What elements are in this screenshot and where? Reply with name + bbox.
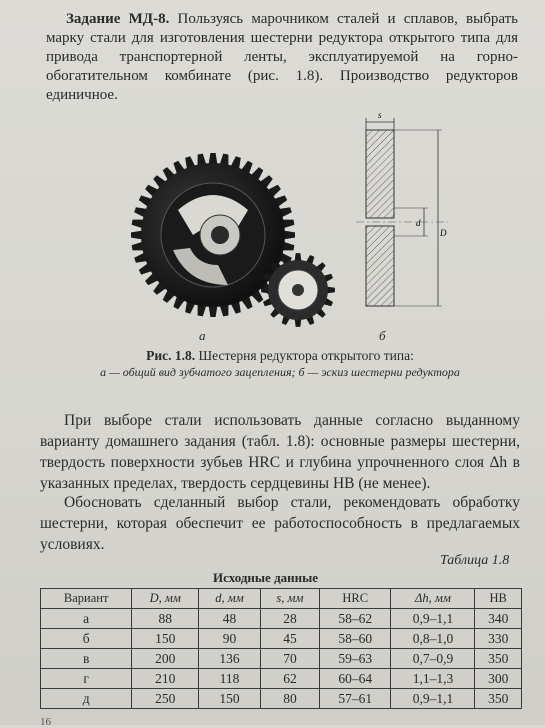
cell-delta-h: 0,8–1,0 [391, 629, 475, 649]
table-row [41, 629, 522, 649]
cell-hb: 350 [475, 689, 522, 709]
task-label: Задание МД-8. [66, 11, 170, 27]
cell-s: 62 [260, 669, 319, 689]
table-header-row [41, 589, 522, 609]
cell-hrc: 57–61 [320, 689, 391, 709]
cell-d: 136 [199, 649, 261, 669]
dim-D-label: D [440, 228, 447, 238]
cell-hrc: 59–63 [320, 649, 391, 669]
cell-delta-h: 0,9–1,1 [391, 609, 475, 629]
cell-hrc: 58–60 [320, 629, 391, 649]
header-hrc: HRC [320, 589, 391, 609]
cell-d: 90 [199, 629, 261, 649]
cell-s: 70 [260, 649, 319, 669]
dim-d-label: d [416, 218, 421, 228]
table-row [41, 689, 522, 709]
cell-delta-h: 0,7–0,9 [391, 649, 475, 669]
header-s: s, мм [260, 589, 319, 609]
cell-d: 48 [199, 609, 261, 629]
paragraph-instructions [40, 410, 520, 494]
cell-d: 150 [199, 689, 261, 709]
cell-variant: в [41, 649, 132, 669]
cell-hb: 340 [475, 609, 522, 629]
table-row [41, 649, 522, 669]
cell-D: 210 [132, 669, 199, 689]
paragraph-2-text: Обосновать сделанный выбор стали, рекомендовать обработку шестерни, которая обеспечит ее работоспособность в предлагаемых условиях. [40, 494, 520, 553]
page-number: 16 [40, 716, 51, 728]
cell-variant: а [41, 609, 132, 629]
caption-text: Шестерня редуктора открытого типа: [198, 348, 414, 363]
gear-sketch [352, 108, 452, 318]
cell-hb: 300 [475, 669, 522, 689]
gear-mesh-illustration [118, 150, 338, 340]
header-D: D, мм [132, 589, 199, 609]
header-d: d, мм [199, 589, 261, 609]
cell-D: 150 [132, 629, 199, 649]
cell-D: 200 [132, 649, 199, 669]
task-statement [46, 10, 518, 105]
cell-hb: 330 [475, 629, 522, 649]
cell-delta-h: 0,9–1,1 [391, 689, 475, 709]
header-delta-h: Δh, мм [391, 589, 475, 609]
cell-variant: г [41, 669, 132, 689]
cell-d: 118 [199, 669, 261, 689]
cell-D: 250 [132, 689, 199, 709]
caption-number: Рис. 1.8. [146, 348, 196, 363]
cell-hrc: 60–64 [320, 669, 391, 689]
table-row [41, 669, 522, 689]
cell-hb: 350 [475, 649, 522, 669]
dim-s-label: s [378, 110, 382, 120]
caption-description: а — общий вид зубчатого зацепления; б — эскиз шестерни редуктора [100, 365, 460, 379]
figure-label-b: б [379, 328, 386, 343]
header-variant: Вариант [41, 589, 132, 609]
cell-delta-h: 1,1–1,3 [391, 669, 475, 689]
table-row [41, 609, 522, 629]
cell-variant: д [41, 689, 132, 709]
cell-s: 45 [260, 629, 319, 649]
figure-label-a: а [199, 328, 206, 343]
table-title: Исходные данные [213, 570, 319, 585]
cell-s: 28 [260, 609, 319, 629]
cell-D: 88 [132, 609, 199, 629]
cell-variant: б [41, 629, 132, 649]
source-data-table [40, 588, 522, 709]
cell-s: 80 [260, 689, 319, 709]
figure-caption [70, 348, 490, 380]
table-number: Таблица 1.8 [440, 553, 510, 568]
paragraph-1-text: При выборе стали использовать данные согласно выданному варианту домашнего задания (табл. 1.8): основные размеры шестерни, твердость поверхности зубьев HRC и глубина упрочненного слоя Δh в указанных пределах, твердость сердцевины HB (не менее). [40, 412, 520, 492]
header-hb: HB [475, 589, 522, 609]
cell-hrc: 58–62 [320, 609, 391, 629]
paragraph-justification [40, 492, 520, 555]
task-text: Пользуясь марочником сталей и сплавов, выбрать марку стали для изготовления шестерни редуктора открытого типа для привода транспортерной ленты, эксплуатируемой на горно-обогатительном комбинате (рис. 1.8). Производство редукторов единичное. [46, 11, 519, 103]
